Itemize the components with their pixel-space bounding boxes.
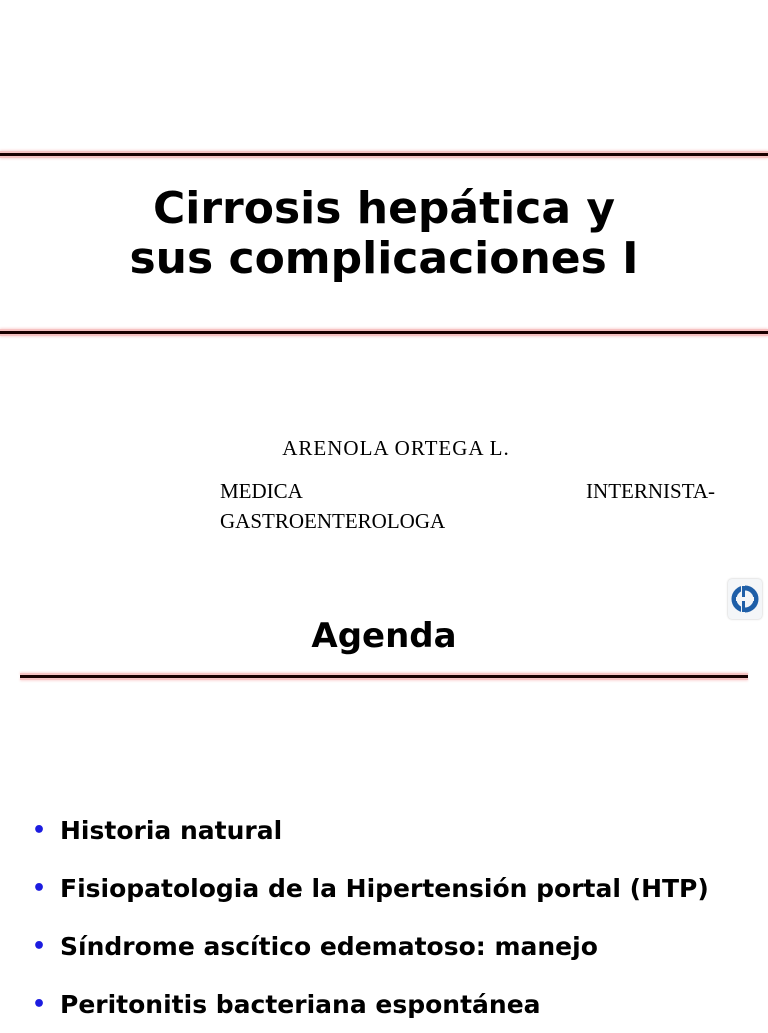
agenda-item-text: Peritonitis bacteriana espontánea: [60, 989, 541, 1019]
slide-title-line1: Cirrosis hepática y: [152, 183, 616, 234]
agenda-item-text: Síndrome ascítico edematoso: manejo: [60, 931, 598, 961]
agenda-item-text: Historia natural: [60, 815, 283, 845]
role-line-specialty: GASTROENTEROLOGA: [220, 509, 446, 533]
hospital-logo-icon: [728, 579, 762, 619]
author-role: [220, 476, 715, 536]
list-item: [32, 975, 709, 1033]
title-rule-bottom: [0, 331, 768, 334]
agenda-item-text: Fisiopatologia de la Hipertensión portal (HTP): [60, 873, 709, 903]
agenda-title: Agenda: [311, 616, 457, 656]
title-rule-top: [0, 153, 768, 156]
agenda-rule: [20, 675, 748, 678]
author-name: ARENOLA ORTEGA L.: [282, 436, 510, 460]
bullet-dot-icon: •: [32, 933, 47, 959]
bullet-dot-icon: •: [32, 875, 47, 901]
list-item: [32, 917, 709, 975]
bullet-dot-icon: •: [32, 991, 47, 1017]
slide-title-line2: sus complicaciones I: [129, 233, 639, 284]
role-word-medica: MEDICA: [220, 479, 303, 503]
bullet-dot-icon: •: [32, 817, 47, 843]
agenda-list: [32, 801, 709, 1033]
list-item: [32, 859, 709, 917]
list-item: [32, 801, 709, 859]
role-word-internista: INTERNISTA-: [586, 479, 715, 503]
slide-title: [0, 184, 768, 284]
